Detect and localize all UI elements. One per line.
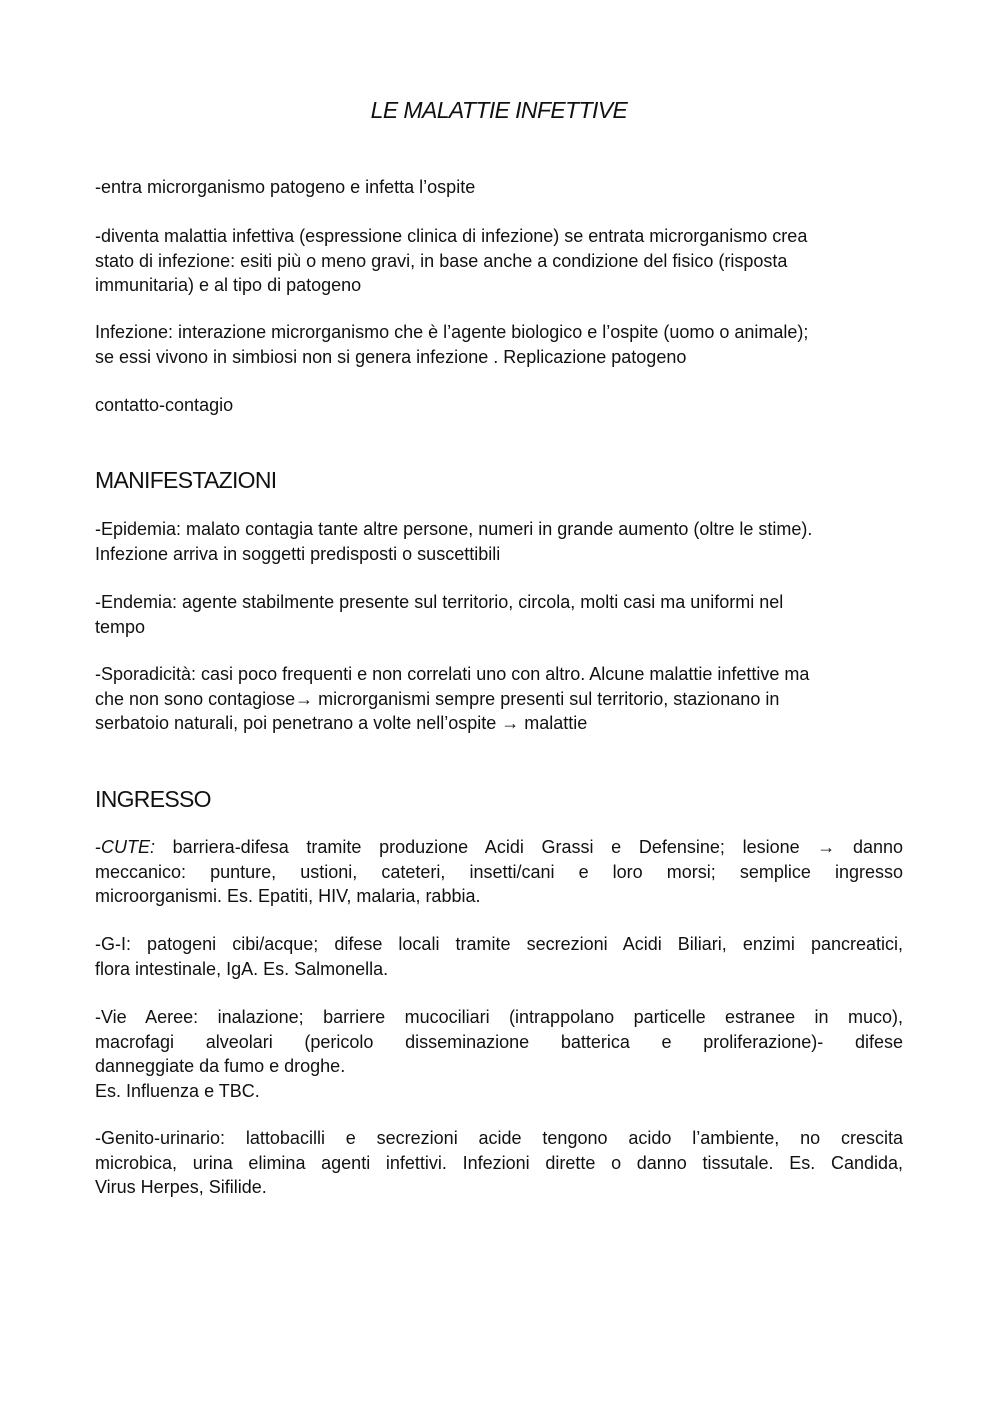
text-line: se essi vivono in simbiosi non si genera infezione . Replicazione patogeno [95, 346, 687, 367]
text-line: -Endemia: agente stabilmente presente sul territorio, circola, molti casi ma uniformi nel [95, 592, 784, 612]
intro-paragraph-4 [95, 393, 903, 418]
section-heading-manifestazioni: MANIFESTAZIONI [95, 467, 277, 493]
text-line: meccanico: punture, ustioni, cateteri, insetti/cani e loro morsi; semplice ingresso [95, 861, 903, 882]
text-line: -diventa malattia infettiva (espressione clinica di infezione) se entrata microrganismo crea [95, 226, 808, 246]
text-line: macrofagi alveolari (pericolo disseminazione batterica e proliferazione)- difese [95, 1031, 903, 1052]
text-line: immunitaria) e al tipo di patogeno [95, 275, 362, 295]
cute-prefix: - [95, 837, 101, 857]
text-line: -Vie Aeree: inalazione; barriere mucociliari (intrappolano particelle estranee in muco), [95, 1007, 903, 1027]
text-line: stato di infezione: esiti più o meno gravi, in base anche a condizione del fisico (risposta [95, 250, 788, 271]
cute-line1-text: barriera-difesa tramite produzione Acidi Grassi e Defensine; lesione → danno [155, 837, 903, 857]
text-line: Infezione: interazione microrganismo che è l’agente biologico e l’ospite (uomo o animale); [95, 322, 809, 342]
text-line: -Genito-urinario: lattobacilli e secrezioni acide tengono acido l’ambiente, no crescita [95, 1128, 903, 1148]
text-line: microorganismi. Es. Epatiti, HIV, malaria, rabbia. [95, 886, 481, 906]
ingresso-paragraph-cute [95, 835, 903, 909]
text-line: danneggiate da fumo e droghe. [95, 1056, 346, 1076]
text-line: Es. Influenza e TBC. [95, 1080, 260, 1101]
text-line: serbatoio naturali, poi penetrano a volte nell’ospite → malattie [95, 713, 588, 733]
cute-label: CUTE: [101, 837, 155, 857]
text-line: -G-I: patogeni cibi/acque; difese locali tramite secrezioni Acidi Biliari, enzimi pancreatici, [95, 934, 903, 954]
text-line: Virus Herpes, Sifilide. [95, 1177, 267, 1197]
ingresso-paragraph-genito-urinario [95, 1126, 903, 1200]
document-title: LE MALATTIE INFETTIVE [370, 97, 628, 123]
text-line: -entra microrganismo patogeno e infetta l’ospite [95, 177, 476, 197]
text-line: Infezione arriva in soggetti predisposti o suscettibili [95, 543, 501, 564]
manifestazioni-paragraph-epidemia [95, 517, 903, 566]
ingresso-paragraph-vie-aeree [95, 1005, 903, 1103]
text-line: -Sporadicità: casi poco frequenti e non correlati uno con altro. Alcune malattie infettive ma [95, 664, 810, 684]
intro-paragraph-1 [95, 175, 903, 200]
text-line: contatto-contagio [95, 395, 234, 415]
ingresso-paragraph-gi [95, 932, 903, 981]
manifestazioni-paragraph-endemia [95, 590, 903, 639]
text-line [95, 835, 903, 860]
manifestazioni-paragraph-sporadicita [95, 662, 903, 736]
text-line: che non sono contagiose→ microrganismi sempre presenti sul territorio, stazionano in [95, 688, 780, 709]
intro-paragraph-3 [95, 320, 903, 369]
text-line: -Epidemia: malato contagia tante altre persone, numeri in grande aumento (oltre le stime). [95, 519, 813, 539]
text-line: flora intestinale, IgA. Es. Salmonella. [95, 958, 389, 979]
text-line: tempo [95, 616, 146, 637]
section-heading-ingresso: INGRESSO [95, 786, 211, 812]
intro-paragraph-2 [95, 224, 903, 298]
text-line: microbica, urina elimina agenti infettivi. Infezioni dirette o danno tissutale. Es. Candida, [95, 1152, 903, 1173]
